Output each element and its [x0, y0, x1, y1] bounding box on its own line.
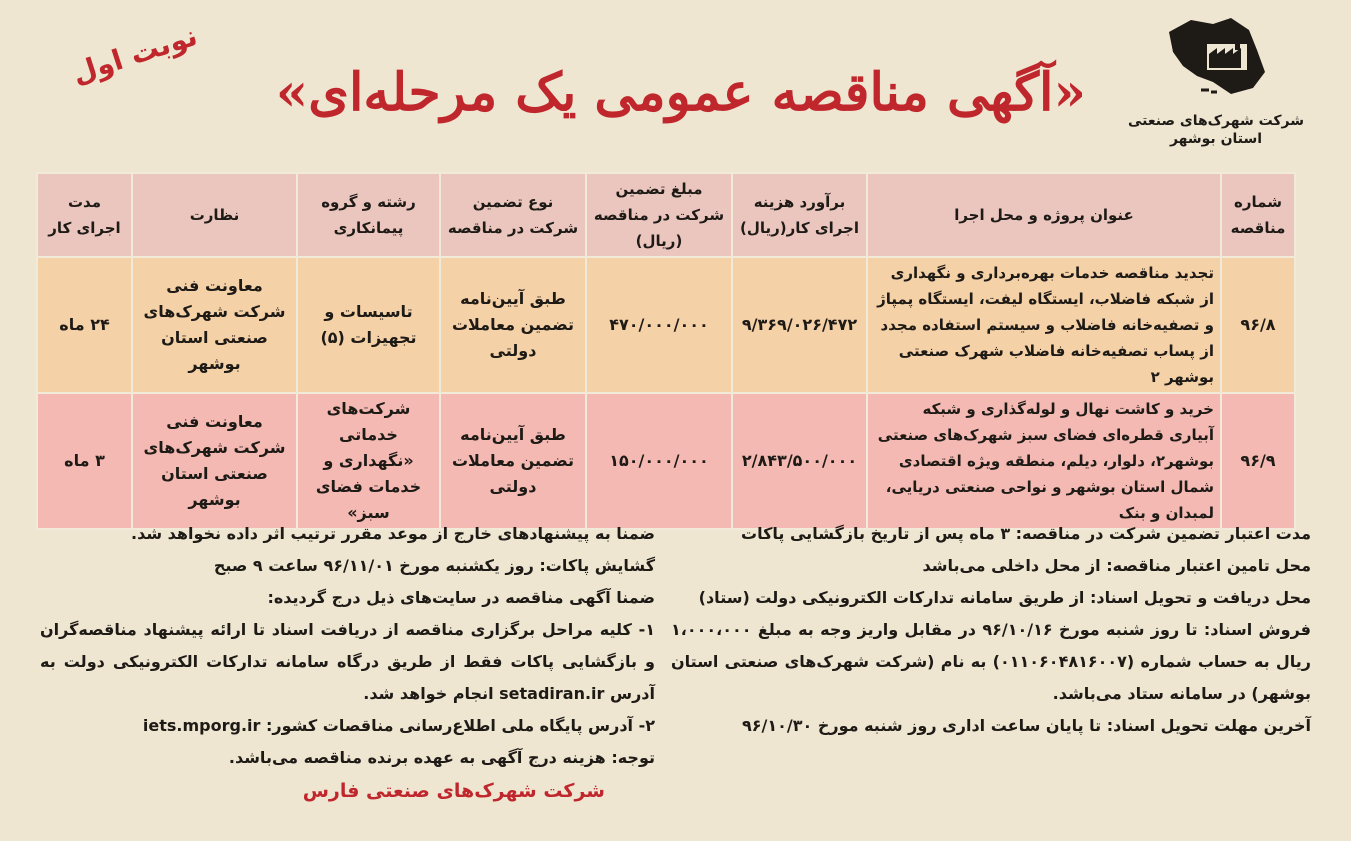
tender-number: ۹۶/۹	[1221, 393, 1295, 529]
notice-title: «آگهی مناقصه عمومی یک مرحله‌ای»	[275, 62, 1086, 123]
project-title: تجدید مناقصه خدمات بهره‌برداری و نگهداری از شبکه فاضلاب، ایستگاه لیفت، ایستگاه پمپاژ و تصفیه‌خانه فاضلاب و سیستم استفاده مجدد از پساب تصفیه‌خانه فاضلاب شهرک صنعتی بوشهر ۲	[867, 257, 1221, 393]
header-supervision: نظارت	[132, 173, 297, 257]
duration: ۲۴ ماه	[37, 257, 132, 393]
supervision: معاونت فنی شرکت شهرک‌های صنعتی استان بوشهر	[132, 393, 297, 529]
round-badge: نوبت اول	[68, 18, 202, 91]
guarantee-type: طبق آیین‌نامه تضمین معاملات دولتی	[440, 257, 586, 393]
contractor-field: تاسیسات و تجهیزات (۵)	[297, 257, 440, 393]
sites-intro-text: ضمنا آگهی مناقصه در سایت‌های ذیل درج گردیده:	[267, 588, 655, 607]
header-estimate: برآورد هزینه اجرای کار(ریال)	[732, 173, 867, 257]
company-province: استان بوشهر	[1169, 131, 1263, 147]
opening-text: گشایش پاکات: روز یکشنبه مورخ ۹۶/۱۱/۰۱ ساعت ۹ صبح	[213, 556, 655, 575]
deadline-text: آخرین مهلت تحویل اسناد: تا پایان ساعت اداری روز شنبه مورخ ۹۶/۱۰/۳۰	[741, 716, 1311, 735]
late-bids-text: ضمنا به پیشنهادهای خارج از موعد مقرر ترتیب اثر داده نخواهد شد.	[131, 524, 655, 543]
header-duration: مدت اجرای کار	[37, 173, 132, 257]
estimate-value: ۲/۸۴۳/۵۰۰/۰۰۰	[732, 393, 867, 529]
sale-text: فروش اسناد: تا روز شنبه مورخ ۹۶/۱۰/۱۶ در مقابل واریز وجه به مبلغ ۱،۰۰۰،۰۰۰ ریال به حساب شماره (۰۱۱۰۶۰۴۸۱۶۰۰۷) به نام (شرکت شهرک‌های صنعتی استان بوشهر) در سامانه ستاد می‌باشد.	[671, 620, 1312, 703]
estimate-value: ۹/۳۶۹/۰۲۶/۴۷۲	[732, 257, 867, 393]
documents-text: محل دریافت و تحویل اسناد: از طریق سامانه تدارکات الکترونیکی دولت (ستاد)	[698, 588, 1311, 607]
site-item-2: ۲- آدرس پایگاه ملی اطلاع‌رسانی مناقصات کشور: iets.mporg.ir	[142, 716, 655, 735]
notes-left-column	[40, 518, 655, 808]
contractor-field: شرکت‌های خدماتی «نگهداری و خدمات فضای سبز»	[297, 393, 440, 529]
table-row	[37, 393, 1295, 529]
cost-note-text: توجه: هزینه درج آگهی به عهده برنده مناقصه می‌باشد.	[228, 748, 655, 767]
validity-text: مدت اعتبار تضمین شرکت در مناقصه: ۳ ماه پس از تاریخ بازگشایی پاکات	[741, 524, 1311, 543]
tender-number: ۹۶/۸	[1221, 257, 1295, 393]
funding-text: محل تامین اعتبار مناقصه: از محل داخلی می‌باشد	[922, 556, 1311, 575]
header-guarantee-type: نوع تضمین شرکت در مناقصه	[440, 173, 586, 257]
issuer-name: شرکت شهرک‌های صنعتی فارس	[302, 780, 605, 802]
company-name: شرکت شهرک‌های صنعتی	[1127, 113, 1305, 129]
header-guarantee-amount: مبلغ تضمین شرکت در مناقصه (ریال)	[586, 173, 732, 257]
header-field: رشته و گروه پیمانکاری	[297, 173, 440, 257]
company-logo-block	[1121, 10, 1311, 148]
guarantee-type: طبق آیین‌نامه تضمین معاملات دولتی	[440, 393, 586, 529]
table-header-row	[37, 173, 1295, 257]
tender-table	[36, 172, 1296, 530]
project-title: خرید و کاشت نهال و لوله‌گذاری و شبکه آبیاری قطره‌ای فضای سبز شهرک‌های صنعتی بوشهر۲، دلوار، دیلم، منطقه ویژه اقتصادی شمال استان بوشهر و نواحی صنعتی دریایی، لمبدان و بنک	[867, 393, 1221, 529]
header-title: عنوان پروژه و محل اجرا	[867, 173, 1221, 257]
table-row	[37, 257, 1295, 393]
guarantee-amount: ۴۷۰/۰۰۰/۰۰۰	[586, 257, 732, 393]
duration: ۳ ماه	[37, 393, 132, 529]
iran-map-factory-logo-icon	[1161, 10, 1271, 100]
supervision: معاونت فنی شرکت شهرک‌های صنعتی استان بوشهر	[132, 257, 297, 393]
guarantee-amount: ۱۵۰/۰۰۰/۰۰۰	[586, 393, 732, 529]
header-number: شماره مناقصه	[1221, 173, 1295, 257]
notes-right-column	[671, 518, 1311, 742]
site-item-1: ۱- کلیه مراحل برگزاری مناقصه از دریافت اسناد تا ارائه پیشنهاد مناقصه‌گران و بازگشایی پاکات فقط از طریق درگاه سامانه تدارکات الکترونیکی دولت به آدرس setadiran.ir انجام خواهد شد.	[40, 620, 655, 703]
